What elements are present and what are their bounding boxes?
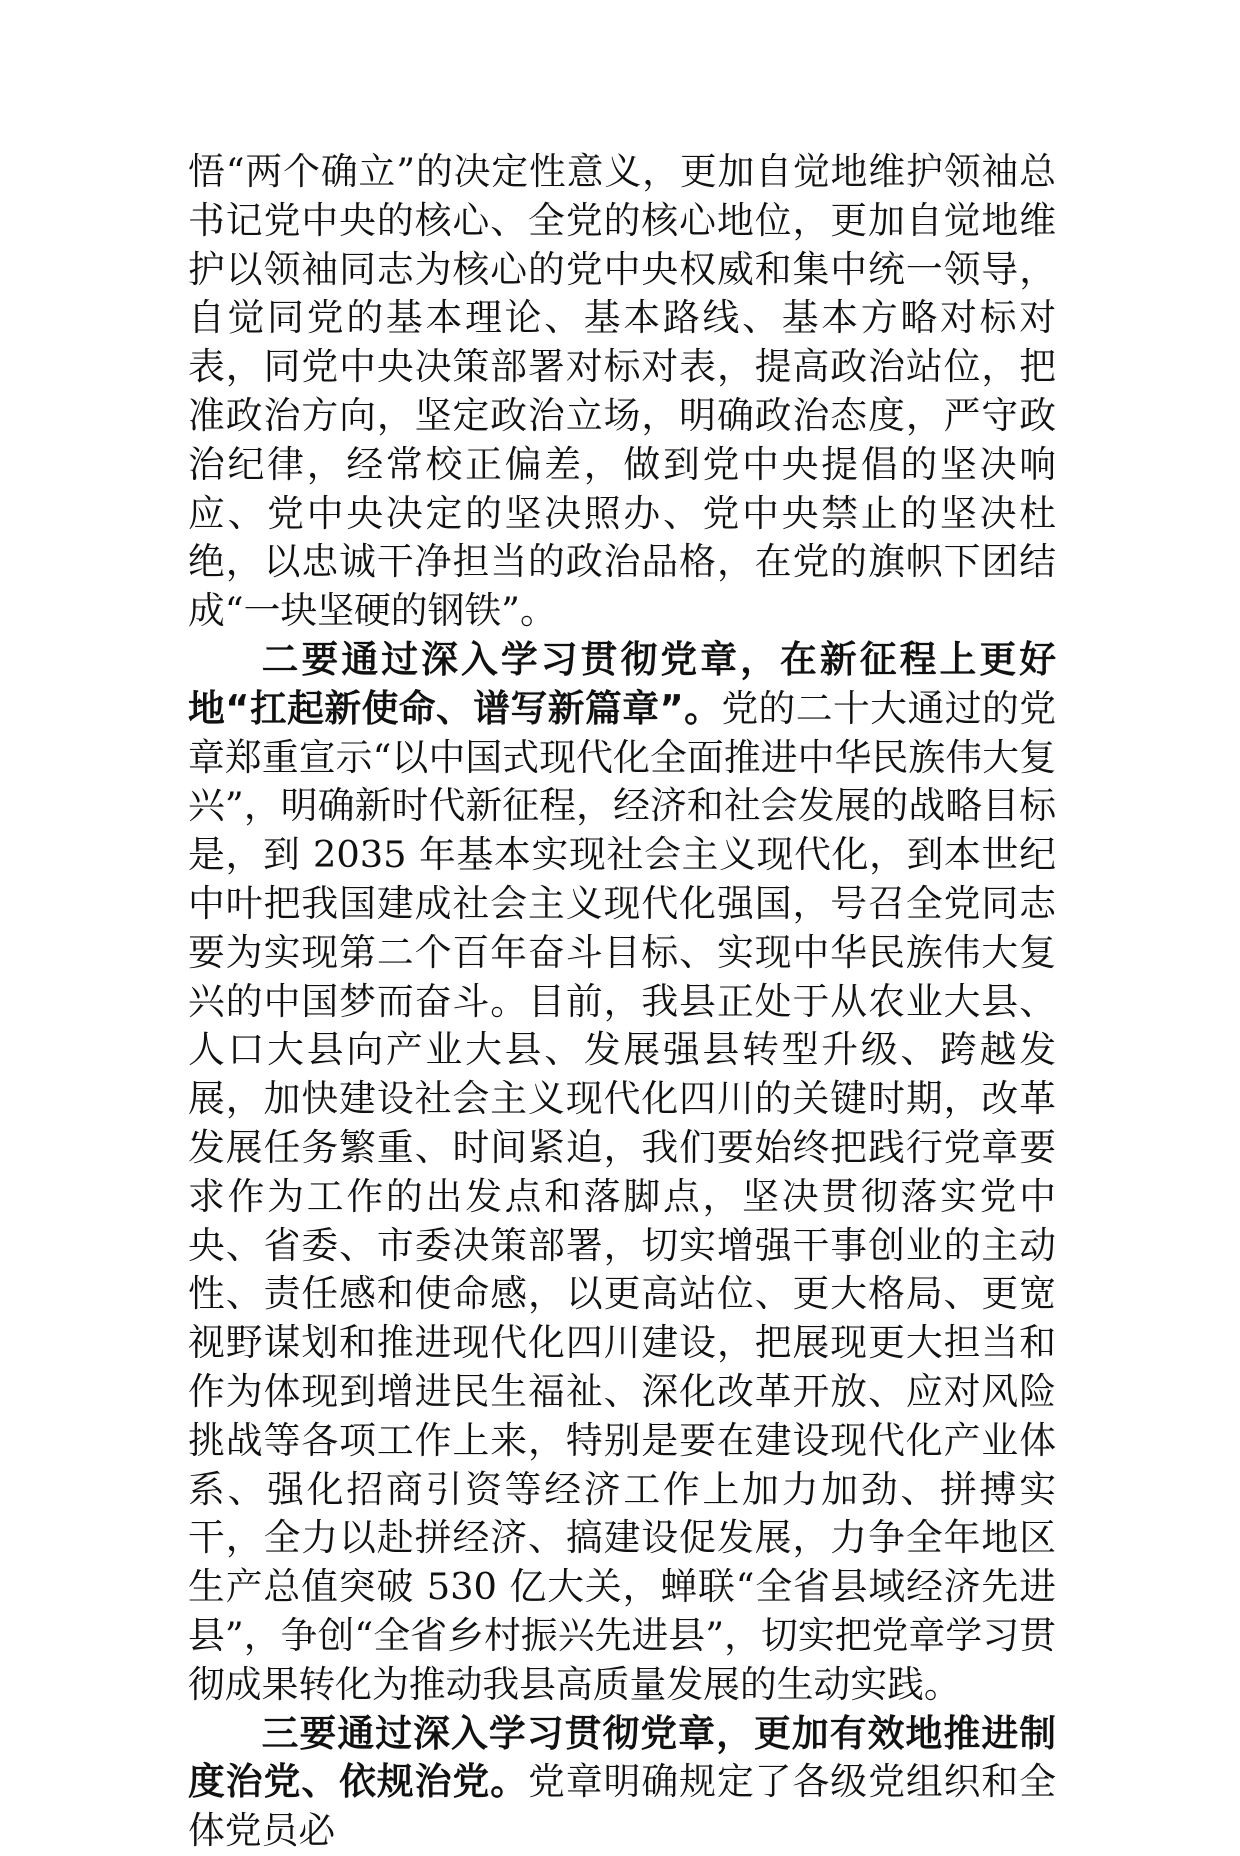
paragraph-2-lead: 二要通过深入学习贯彻党章，在新征程上更好地“扛起新使命、谱写新篇章”。 xyxy=(188,637,1056,730)
paragraph-3 xyxy=(188,1710,1056,1856)
paragraph-3-text: 党章明确规定了各级党组织和全体党员必 xyxy=(188,1760,1057,1853)
paragraph-1-text: 悟“两个确立”的决定性意义，更加自觉地维护领袖总书记党中央的核心、全党的核心地位，更加自觉地维护以领袖同志为核心的党中央权威和集中统一领导，自觉同党的基本理论、基本路线、基本方略对标对表，同党中央决策部署对标对表，提高政治站位，把准政治方向，坚定政治立场，明确政治态度，严守政治纪律，经常校正偏差，做到党中央提倡的坚决响应、党中央决定的坚决照办、党中央禁止的坚决杜绝，以忠诚干净担当的政治品格，在党的旗帜下团结成“一块坚硬的钢铁”。 xyxy=(188,150,1056,633)
paragraph-2 xyxy=(188,636,1056,1710)
document-body xyxy=(188,148,1056,1856)
paragraph-3-lead: 三要通过深入学习贯彻党章，更加有效地推进制度治党、依规治党。 xyxy=(188,1711,1056,1804)
paragraph-2-text: 党的二十大通过的党章郑重宣示“以中国式现代化全面推进中华民族伟大复兴”，明确新时代新征程，经济和社会发展的战略目标是，到 2035 年基本实现社会主义现代化，到本世纪中叶把我国建成社会主义现代化强国，号召全党同志要为实现第二个百年奋斗目标、实现中华民族伟大复兴的中国梦而奋斗。目前，我县正处于从农业大县、人口大县向产业大县、发展强县转型升级、跨越发展，加快建设社会主义现代化四川的关键时期，改革发展任务繁重、时间紧迫，我们要始终把践行党章要求作为工作的出发点和落脚点，坚决贯彻落实党中央、省委、市委决策部署，切实增强干事创业的主动性、责任感和使命感，以更高站位、更大格局、更宽视野谋划和推进现代化四川建设，把展现更大担当和作为体现到增进民生福祉、深化改革开放、应对风险挑战等各项工作上来，特别是要在建设现代化产业体系、强化招商引资等经济工作上加力加劲、拼搏实干，全力以赴拼经济、搞建设促发展，力争全年地区生产总值突破 530 亿大关，蝉联“全省县域经济先进县”，争创“全省乡村振兴先进县”，切实把党章学习贯彻成果转化为推动我县高质量发展的生动实践。 xyxy=(188,686,1056,1706)
paragraph-1 xyxy=(188,148,1056,636)
